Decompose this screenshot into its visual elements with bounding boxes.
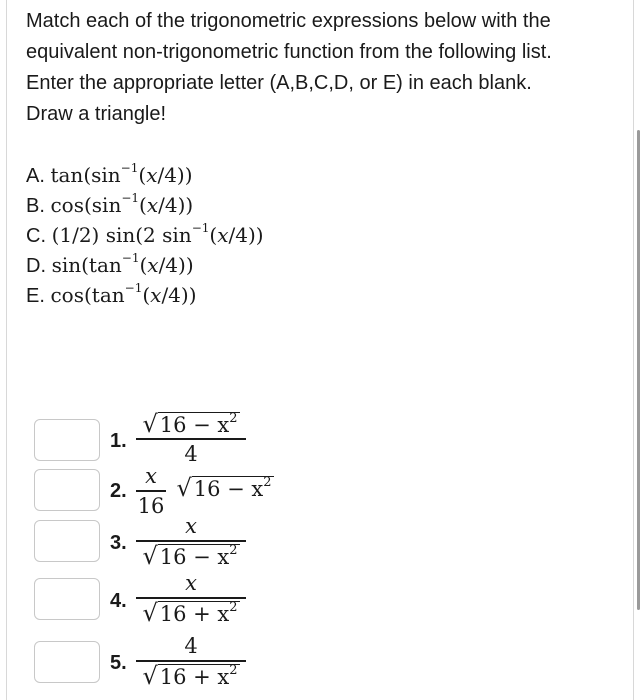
instruction-line: Enter the appropriate letter (A,B,C,D, or E) in each blank. bbox=[26, 72, 532, 94]
denominator: 16 + x bbox=[159, 601, 230, 626]
option-letter: A. bbox=[26, 165, 45, 187]
instruction-line: Draw a triangle! bbox=[26, 103, 167, 125]
option-d: D. $\sin(\tan^{-1}(x/4))$ bbox=[26, 251, 194, 277]
numerator: x bbox=[185, 571, 197, 595]
answer-input-4[interactable] bbox=[34, 578, 100, 620]
option-function: cos bbox=[50, 193, 84, 217]
denominator: 4 bbox=[184, 441, 198, 466]
numerator: x bbox=[145, 464, 157, 488]
option-inner-function: tan bbox=[91, 283, 125, 307]
item-number: 1. bbox=[110, 430, 127, 452]
inverse-exponent: −1 bbox=[121, 251, 140, 265]
option-prefix: (1/2) sin(2 bbox=[51, 223, 163, 247]
option-function: sin bbox=[51, 253, 82, 277]
numerator: 4 bbox=[184, 634, 198, 658]
inverse-exponent: −1 bbox=[124, 281, 143, 295]
option-e: E. $\cos(\tan^{-1}(x/4))$ bbox=[26, 281, 197, 307]
option-letter: E. bbox=[26, 285, 45, 307]
radicand: 16 − x bbox=[193, 477, 264, 501]
fraction-1: $√16 - x^2$ 4 bbox=[136, 410, 246, 468]
options-list bbox=[26, 160, 264, 310]
item-number: 2. bbox=[110, 480, 127, 502]
answer-input-5[interactable] bbox=[34, 641, 100, 683]
numerator: 16 − x bbox=[159, 413, 230, 437]
option-letter: D. bbox=[26, 255, 46, 277]
answer-input-1[interactable] bbox=[34, 419, 100, 461]
option-letter: B. bbox=[26, 195, 45, 217]
answer-input-3[interactable] bbox=[34, 520, 100, 562]
instruction-line: equivalent non-trigonometric function from the following list. bbox=[26, 41, 552, 63]
inverse-exponent: −1 bbox=[120, 161, 139, 175]
denominator: 16 − x bbox=[159, 544, 230, 569]
instructions bbox=[26, 6, 616, 130]
option-c: C. (1/2) sin(2 $\sin^{-1}(x/4)$) bbox=[26, 221, 264, 247]
inverse-exponent: −1 bbox=[191, 221, 210, 235]
option-function: cos bbox=[50, 283, 84, 307]
option-inner-function: sin bbox=[162, 223, 192, 247]
item-number: 5. bbox=[110, 652, 127, 674]
fraction-3: x $√16 - x^2$ bbox=[136, 512, 246, 570]
fraction-2 bbox=[136, 462, 166, 520]
radical-2: $√16 - x^2$ bbox=[176, 474, 272, 502]
option-inner-function: sin bbox=[91, 163, 121, 187]
scrollbar[interactable] bbox=[637, 130, 640, 610]
item-number: 4. bbox=[110, 590, 127, 612]
answer-input-2[interactable] bbox=[34, 469, 100, 511]
option-inner-function: sin bbox=[91, 193, 122, 217]
fraction-4: x $√16 + x^2$ bbox=[136, 569, 246, 627]
item-number: 3. bbox=[110, 532, 127, 554]
denominator: 16 + x bbox=[159, 664, 230, 689]
denominator: 16 bbox=[137, 493, 165, 518]
option-a: A. $\tan(\sin^{-1}(x/4))$ bbox=[26, 161, 193, 187]
option-b: B. $\cos(\sin^{-1}(x/4))$ bbox=[26, 191, 194, 217]
fraction-5: 4 $√16 + x^2$ bbox=[136, 632, 246, 690]
option-inner-function: tan bbox=[88, 253, 122, 277]
inverse-exponent: −1 bbox=[121, 191, 140, 205]
numerator: x bbox=[185, 514, 197, 538]
option-function: tan bbox=[50, 163, 84, 187]
instruction-line: Match each of the trigonometric expressions below with the bbox=[26, 10, 551, 32]
option-letter: C. bbox=[26, 225, 46, 247]
